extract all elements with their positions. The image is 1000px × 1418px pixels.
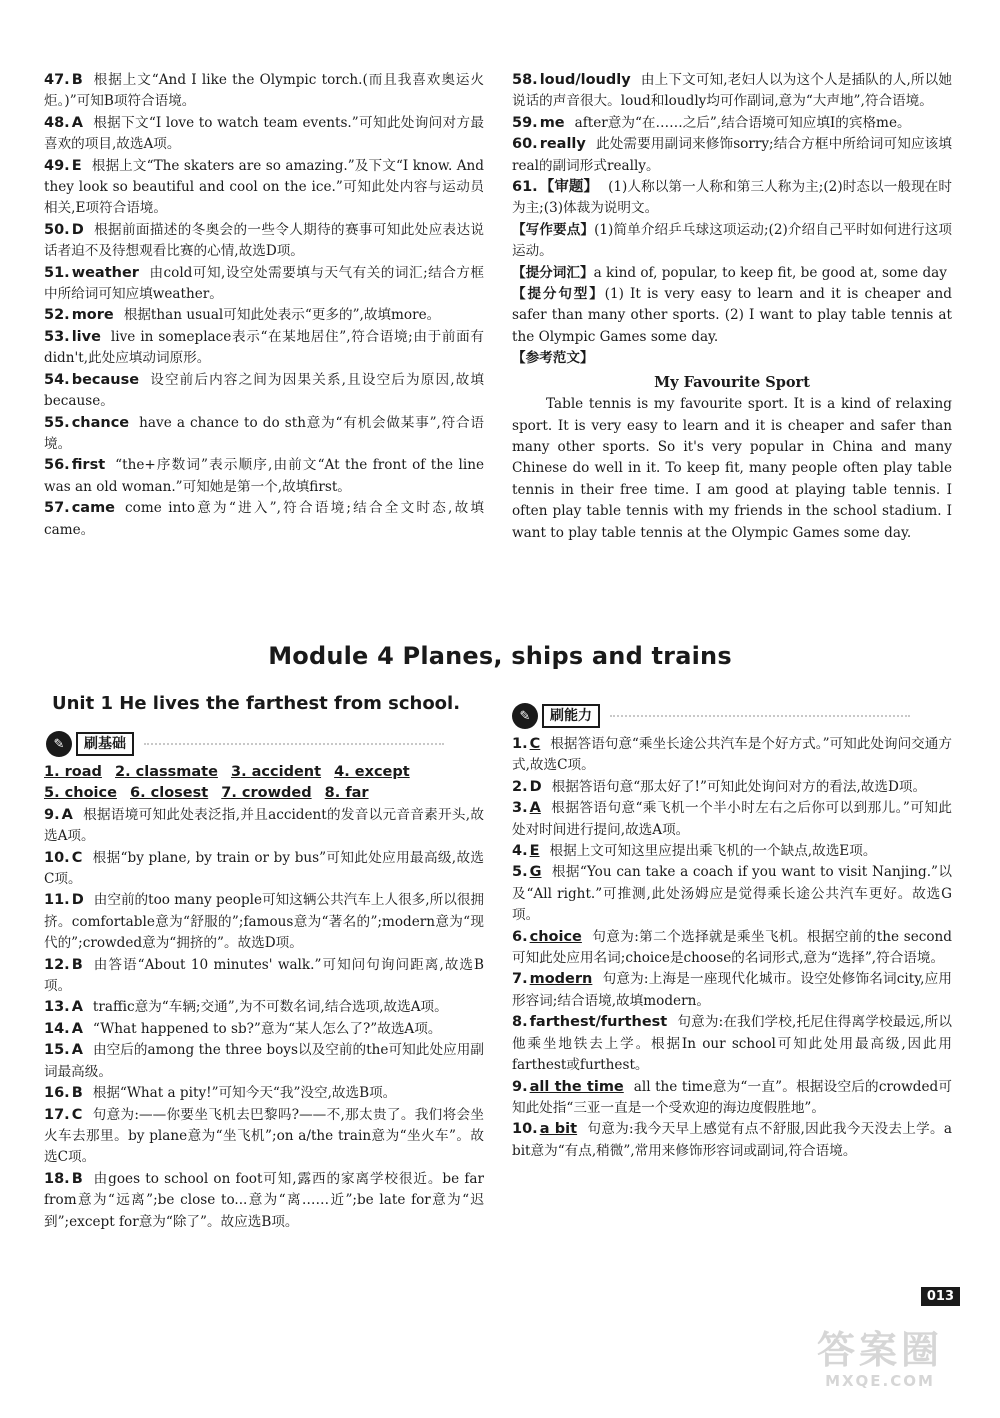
answer-key: D [71,221,84,238]
answer-entry [512,1012,952,1076]
answer-number: 7. [512,971,528,988]
vocab-item: 5. choice [44,785,117,802]
vocab-row-1 [44,762,484,783]
answer-entry [512,134,952,177]
answer-key: G [529,864,542,881]
answer-key: came [71,500,116,517]
watermark [780,1328,980,1398]
answer-explanation: 句意为:上海是一座现代化城市。设空处修饰名词city,应用形容词;结合语境,故填modern。 [512,971,952,1009]
answer-key: live [71,328,101,345]
answer-number: 9. [512,1078,528,1095]
answer-number: 14. [44,1020,70,1037]
answer-entry [512,969,952,1012]
answer-key: E [529,843,540,860]
answer-entry [512,927,952,970]
answer-explanation: 此处需要用副词来修饰sorry;结合方框中所给词可知应该填real的副词形式really。 [512,136,952,174]
answer-explanation: (1)人称以第一人称和第三人称为主;(2)时态以一般现在时为主;(3)体裁为说明文。 [512,179,953,217]
answer-explanation: 根据than usual可知此处表示“更多的”,故填more。 [123,307,441,324]
answer-entry [44,220,484,263]
answer-key: first [71,457,106,474]
answer-explanation: 根据答语句意“乘坐长途公共汽车是个好方式。”可知此处询问交通方式,故选C项。 [512,736,952,774]
answer-number: 9. [44,806,60,823]
key-words-label: 【提分词汇】 [512,264,594,281]
answer-key: really [539,136,586,153]
answer-key: me [539,114,565,131]
writing-points-label: 【写作要点】 [512,221,595,238]
answer-number: 55. [44,414,70,431]
answer-number: 53. [44,328,70,345]
answer-number: 5. [512,864,528,881]
answer-entry [44,1019,484,1040]
answer-number: 16. [44,1085,70,1102]
answer-explanation: traffic意为“车辆;交通”,为不可数名词,结合选项,故选A项。 [92,999,448,1016]
answer-number: 57. [44,500,70,517]
answer-entry [512,777,952,798]
answer-entry [44,305,484,326]
answer-number: 56. [44,457,70,474]
answer-explanation: 根据“What a pity!”可知今天“我”没空,故选B项。 [92,1085,397,1102]
answer-number: 2. [512,778,528,795]
answer-key: B [71,1170,83,1187]
answer-number: 13. [44,999,70,1016]
answer-entry [512,841,952,862]
answer-number: 50. [44,221,70,238]
answer-explanation: 句意为:第二个选择就是乘坐飞机。根据空前的the second可知此处应用名词;choice是choose的名词形式,意为“选择”,符合语境。 [512,928,952,967]
answer-explanation: 句意为:——你要坐飞机去巴黎吗?——不,那太贵了。我们将会坐火车去那里。by plane意为“坐飞机”;on a/the train意为“坐火车”。故选C项。 [44,1106,484,1166]
answer-explanation: 由cold可知,设空处需要填与天气有关的词汇;结合方框中所给词可知应填weather。 [44,264,484,303]
section-tag-basic-label: 刷基础 [76,732,134,756]
answer-number: 48. [44,114,70,131]
basic-answers [44,762,484,1233]
answer-entry [44,370,484,413]
answer-key: choice [529,928,582,945]
writing-points [512,220,952,263]
answer-explanation: live in someplace表示“在某地居住”,符合语境;由于前面有didn't,此处应填动词原形。 [44,328,484,367]
answer-number: 58. [512,72,538,88]
answer-entry [512,798,952,841]
answer-entry [44,1169,484,1233]
answer-entry [44,997,484,1018]
answer-explanation: 根据上文可知这里应提出乘飞机的一个缺点,故选E项。 [549,843,877,860]
answer-number: 15. [44,1042,70,1059]
module-title: Module 4 Planes, ships and trains [268,642,732,670]
answer-key: all the time [529,1078,624,1095]
answer-explanation: 句意为:在我们学校,托尼住得离学校最远,所以他乘坐地铁去上学。根据In our school可知此处用最高级,因此用farthest或furthest。 [512,1014,952,1074]
vocab-item: 8. far [324,785,369,802]
vocab-item: 4. except [334,764,410,780]
answer-explanation: have a chance to do sth意为“有机会做某事”,符合语境。 [44,414,484,452]
answer-explanation: 根据上文“And I like the Olympic torch.(而且我喜欢奥运火炬。)”可知B项符合语境。 [44,72,484,110]
answer-explanation: 由上下文可知,老妇人以为这个人是插队的人,所以她说话的声音很大。loud和loudly均可作副词,意为“大声地”,符合语境。 [512,72,952,110]
key-sentences-label: 【提分句型】 [512,286,605,303]
dotted-divider [144,743,444,745]
sample-essay-label: 【参考范文】 [512,350,594,367]
answer-number: 18. [44,1170,70,1187]
answer-key: D [71,892,84,909]
answer-entry [44,1040,484,1083]
vocab-row-2 [44,783,484,804]
answer-number: 59. [512,114,538,131]
answer-explanation: 由空前的too many people可知这辆公共汽车上人很多,所以很拥挤。comfortable意为“舒服的”;famous意为“著名的”;modern意为“现代的”;crowded意为“拥挤的”。故选D项。 [44,892,484,952]
answer-entry [44,413,484,456]
answer-key: modern [529,971,593,988]
answers-47-57 [44,70,484,541]
key-words-text: a kind of, popular, to keep fit, be good at, some day [593,264,947,281]
answer-entry [512,862,952,926]
page-number: 013 [921,1287,960,1306]
answer-number: 61. [512,179,538,196]
answer-number: 10. [512,1121,538,1138]
answer-key: E [71,157,82,174]
vocab-item: 3. accident [230,764,322,780]
answer-key: D [529,778,542,795]
answer-key: B [71,956,83,973]
answer-explanation: 根据“by plane, by train or by bus”可知此处应用最高级,故选C项。 [44,849,484,888]
answer-explanation: 根据前面描述的冬奥会的一些令人期待的赛事可知此处应表达说话者迫不及待想观看比赛的心情,故选D项。 [44,221,484,260]
answer-explanation: 设空前后内容之间为因果关系,且设空后为原因,故填because。 [44,371,484,410]
answer-number: 60. [512,136,538,153]
pencil-icon: ✎ [512,703,538,729]
answer-explanation: 由goes to school on foot可知,露西的家离学校很近。be far from意为“远离”;be close to...意为“离……近”;be late for意为“迟到”;except for意为“除了”。故应选B项。 [44,1170,484,1230]
essay-title: My Favourite Sport [654,373,810,391]
answer-entry [44,113,484,156]
answer-key: B [71,72,83,88]
answer-entry [44,848,484,891]
answer-entry [44,955,484,998]
answer-key: A [71,114,83,131]
answer-key: because [71,371,140,388]
answer-key: C [71,1106,83,1123]
ability-answers [512,734,952,1162]
answer-key: more [71,307,114,324]
answer-explanation: 根据上文“The skaters are so amazing.”及下文“I know. And they look so beautiful and cool on the ice.”可知此处内容与运动员相关,E项符合语境。 [44,157,484,217]
answer-number: 49. [44,157,70,174]
answer-key: 【审题】 [539,179,599,196]
answer-entry [44,327,484,370]
answer-key: chance [71,414,130,431]
answer-entry [512,113,952,134]
answer-explanation: 句意为:我今天早上感觉有点不舒服,因此我今天没去上学。a bit意为“有点,稍微”,常用来修饰形容词或副词,符合语境。 [512,1121,952,1159]
answer-key: C [529,736,541,752]
answer-entry [512,177,952,220]
answer-explanation: 根据“You can take a coach if you want to visit Nanjing.”以及“All right.”可推测,此处汤姆应是觉得乘长途公共汽车更好。故选G项。 [512,864,952,924]
unit-title: Unit 1 He lives the farthest from school. [52,693,461,714]
answer-number: 8. [512,1014,528,1031]
answer-key: A [61,806,73,823]
answer-explanation: come into意为“进入”,符合语境;结合全文时态,故填came。 [44,500,484,538]
answer-key: A [71,1020,83,1037]
answer-number: 51. [44,264,70,281]
answer-key: a bit [539,1121,578,1138]
answer-explanation: 根据答语句意“乘飞机一个半小时左右之后你可以到那儿。”可知此处对时间进行提问,故选A项。 [512,800,952,838]
answer-entry [512,734,952,777]
sample-essay-label-row [512,348,952,369]
answer-entry [512,70,952,113]
answer-number: 6. [512,928,528,945]
section-tag-basic [46,731,444,757]
answer-entry [44,498,484,541]
answer-number: 52. [44,307,70,324]
section-tag-ability-label: 刷能力 [542,704,600,728]
answer-explanation: 由答语“About 10 minutes' walk.”可知问句询问距离,故选B项。 [44,956,484,995]
answer-number: 11. [44,892,70,909]
answer-entry [44,805,484,848]
answer-explanation: all the time意为“一直”。根据设空后的crowded可知此处指“三亚一直是一个受欢迎的海边度假胜地”。 [512,1078,952,1116]
watermark-url: MXQE.COM [825,1372,935,1390]
answer-entry [512,1077,952,1120]
answer-number: 17. [44,1106,70,1123]
answer-entry [44,1083,484,1104]
answer-entry [44,455,484,498]
answer-entry [44,263,484,306]
section-tag-ability [512,703,910,729]
answer-explanation: 根据下文“I love to watch team events.”可知此处询问对方最喜欢的项目,故选A项。 [44,114,484,153]
answer-key: A [529,800,541,817]
vocab-item: 6. closest [130,785,209,802]
answer-explanation: after意为“在……之后”,结合语境可知应填I的宾格me。 [574,114,911,131]
watermark-logo: 答案圈 [816,1328,943,1372]
answer-number: 3. [512,800,528,817]
answer-explanation: 根据语境可知此处表泛指,并且accident的发音以元音音素开头,故选A项。 [44,806,484,845]
key-sentences [512,284,952,348]
answer-number: 54. [44,371,70,388]
key-sentences-text: (1) It is very easy to learn and it is cheaper and safer than many other sports. (2) I want to play table tennis at the Olympic Games some day. [512,286,952,345]
dotted-divider [610,715,910,717]
vocab-item: 7. crowded [221,785,312,802]
answer-entry [44,890,484,954]
answer-explanation: “the+序数词”表示顺序,由前文“At the front of the line was an old woman.”可知她是第一个,故填first。 [44,457,484,495]
answer-number: 4. [512,843,528,860]
answer-key: A [71,999,83,1016]
answer-key: farthest/furthest [529,1014,668,1031]
answer-key: C [71,849,83,866]
answer-number: 12. [44,956,70,973]
answer-key: B [71,1085,83,1102]
answer-entry [512,1119,952,1162]
answer-explanation: “What happened to sb?”意为“某人怎么了?”故选A项。 [92,1020,442,1037]
answer-key: loud/loudly [539,72,631,88]
answer-number: 1. [512,736,528,752]
answers-58-61 [512,70,952,544]
answer-explanation: 根据答语句意“那太好了!”可知此处询问对方的看法,故选D项。 [551,778,927,795]
answer-key: weather [71,264,139,281]
answer-entry [44,70,484,113]
answer-entry [44,156,484,220]
key-words [512,263,952,284]
vocab-item: 1. road [44,764,102,780]
vocab-item: 2. classmate [115,764,218,780]
answer-explanation: 由空后的among the three boys以及空前的the可知此处应用副词最高级。 [44,1042,484,1080]
essay-body: Table tennis is my favourite sport. It is a kind of relaxing sport. It is very easy to learn and it is cheaper and safer than many other sports. So it's very popular in China and many Chinese do well in it. To keep fit, many people often play table tennis in their free time. I am good at playing table tennis. I often play table tennis with my friends in the school stadium. I want to play table tennis at the Olympic Games some day. [512,396,952,541]
answer-key: A [71,1042,83,1059]
answer-entry [44,1105,484,1169]
writing-points-text: (1)简单介绍乒乓球这项运动;(2)介绍自己平时如何进行这项运动。 [512,221,953,260]
answer-number: 47. [44,72,70,88]
answer-number: 10. [44,849,70,866]
pencil-icon: ✎ [46,731,72,757]
